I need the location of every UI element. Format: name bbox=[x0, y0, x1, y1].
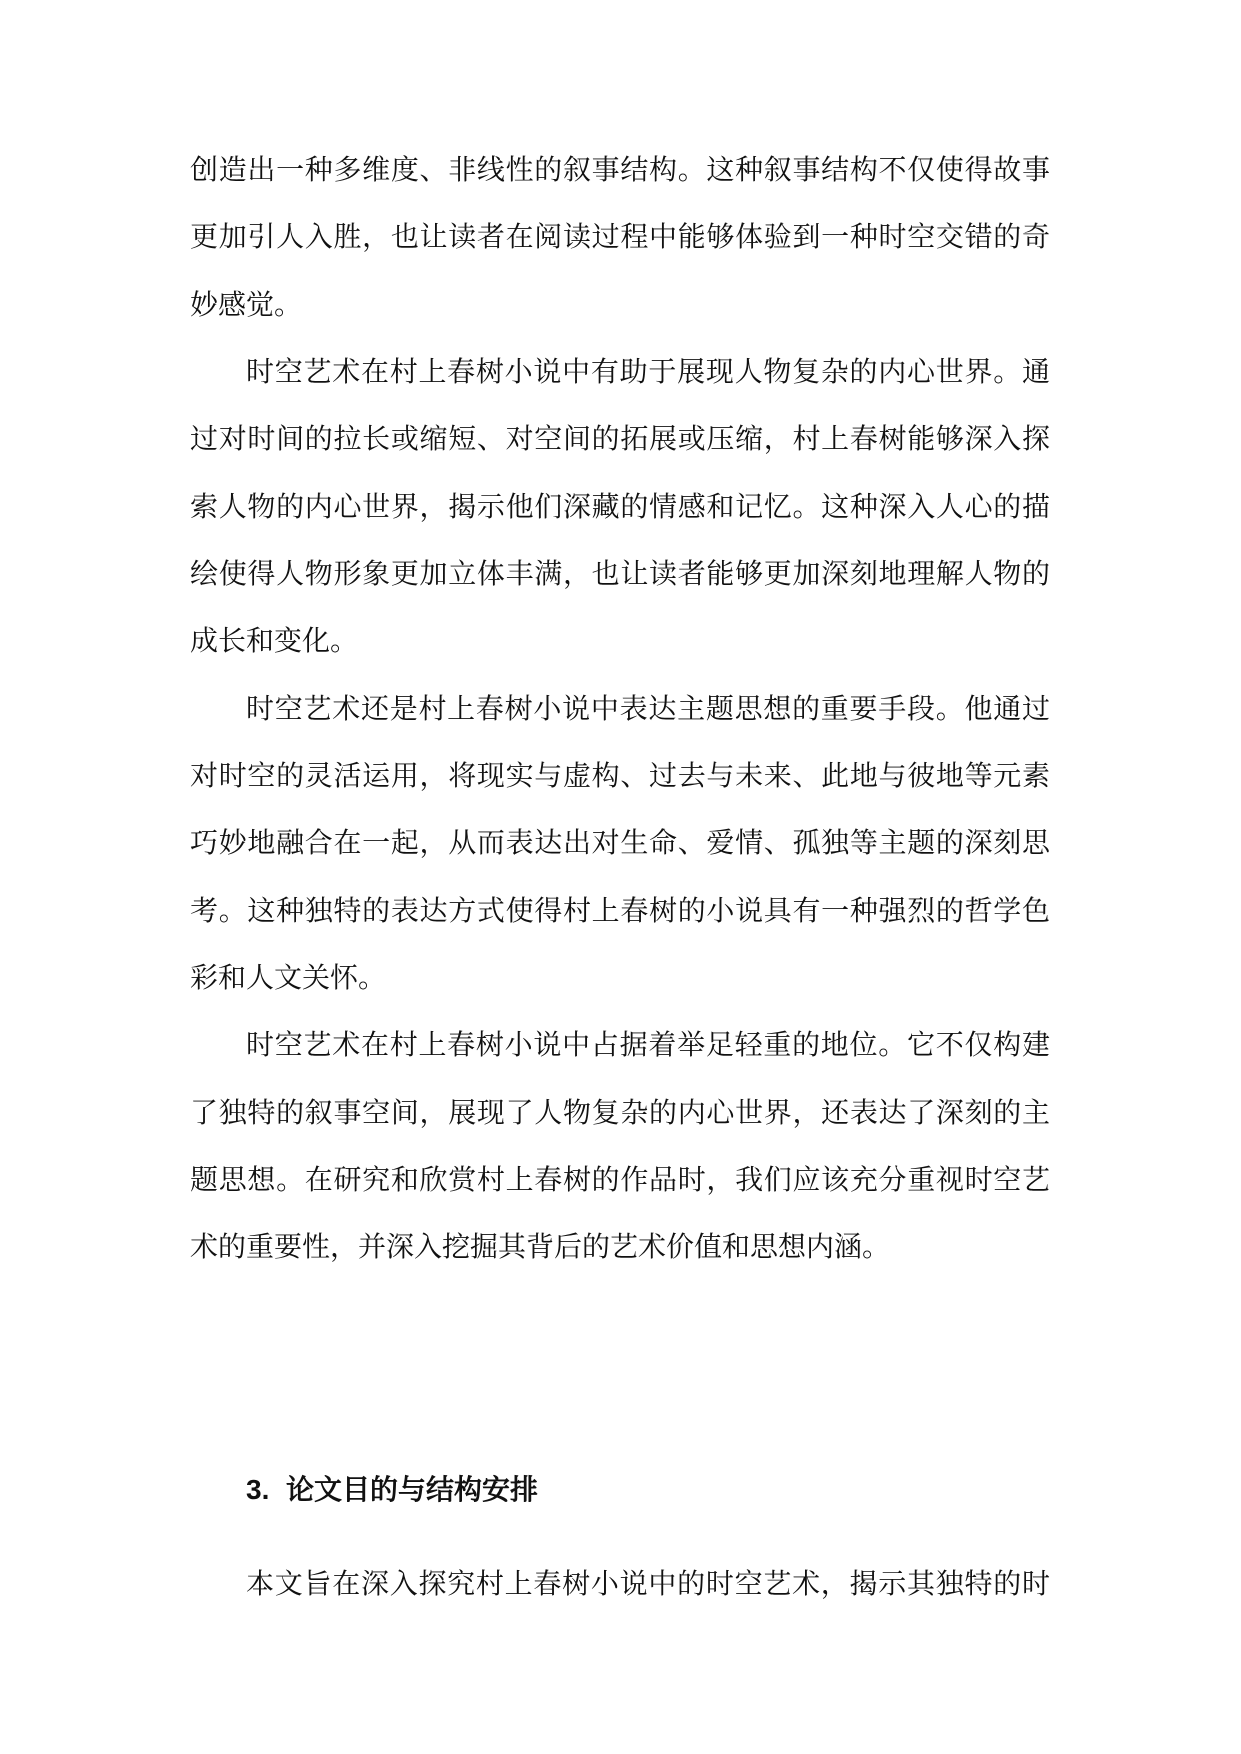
paragraph-2-line-4: 绘使得人物形象更加立体丰满，也让读者能够更加深刻地理解人物的 bbox=[190, 557, 1050, 590]
paragraph-3-line-3: 巧妙地融合在一起，从而表达出对生命、爱情、孤独等主题的深刻思 bbox=[190, 826, 1050, 859]
section-heading bbox=[246, 1470, 538, 1510]
paragraph-1-line-2: 更加引人入胜，也让读者在阅读过程中能够体验到一种时空交错的奇 bbox=[190, 220, 1050, 253]
paragraph-3-line-1: 时空艺术还是村上春树小说中表达主题思想的重要手段。他通过 bbox=[246, 692, 1050, 725]
paragraph-3-line-5: 彩和人文关怀。 bbox=[190, 961, 387, 994]
paragraph-4-line-1: 时空艺术在村上春树小说中占据着举足轻重的地位。它不仅构建 bbox=[246, 1028, 1050, 1061]
paragraph-2-line-2: 过对时间的拉长或缩短、对空间的拓展或压缩，村上春树能够深入探 bbox=[190, 422, 1050, 455]
paragraph-1-line-1: 创造出一种多维度、非线性的叙事结构。这种叙事结构不仅使得故事 bbox=[190, 153, 1050, 186]
paragraph-5-line-1: 本文旨在深入探究村上春树小说中的时空艺术，揭示其独特的时 bbox=[246, 1567, 1050, 1600]
paragraph-4-line-4: 术的重要性，并深入挖掘其背后的艺术价值和思想内涵。 bbox=[190, 1230, 891, 1263]
paragraph-2-line-1: 时空艺术在村上春树小说中有助于展现人物复杂的内心世界。通 bbox=[246, 355, 1050, 388]
section-number: 3. bbox=[246, 1474, 270, 1505]
paragraph-3-line-4: 考。这种独特的表达方式使得村上春树的小说具有一种强烈的哲学色 bbox=[190, 894, 1050, 927]
section-title: 论文目的与结构安排 bbox=[286, 1473, 539, 1506]
paragraph-4-line-2: 了独特的叙事空间，展现了人物复杂的内心世界，还表达了深刻的主 bbox=[190, 1096, 1050, 1129]
paragraph-3-line-2: 对时空的灵活运用，将现实与虚构、过去与未来、此地与彼地等元素 bbox=[190, 759, 1050, 792]
paragraph-2-line-3: 索人物的内心世界，揭示他们深藏的情感和记忆。这种深入人心的描 bbox=[190, 490, 1050, 523]
paragraph-4-line-3: 题思想。在研究和欣赏村上春树的作品时，我们应该充分重视时空艺 bbox=[190, 1163, 1050, 1196]
paragraph-2-line-5: 成长和变化。 bbox=[190, 624, 359, 657]
paragraph-1-line-3: 妙感觉。 bbox=[190, 288, 303, 321]
